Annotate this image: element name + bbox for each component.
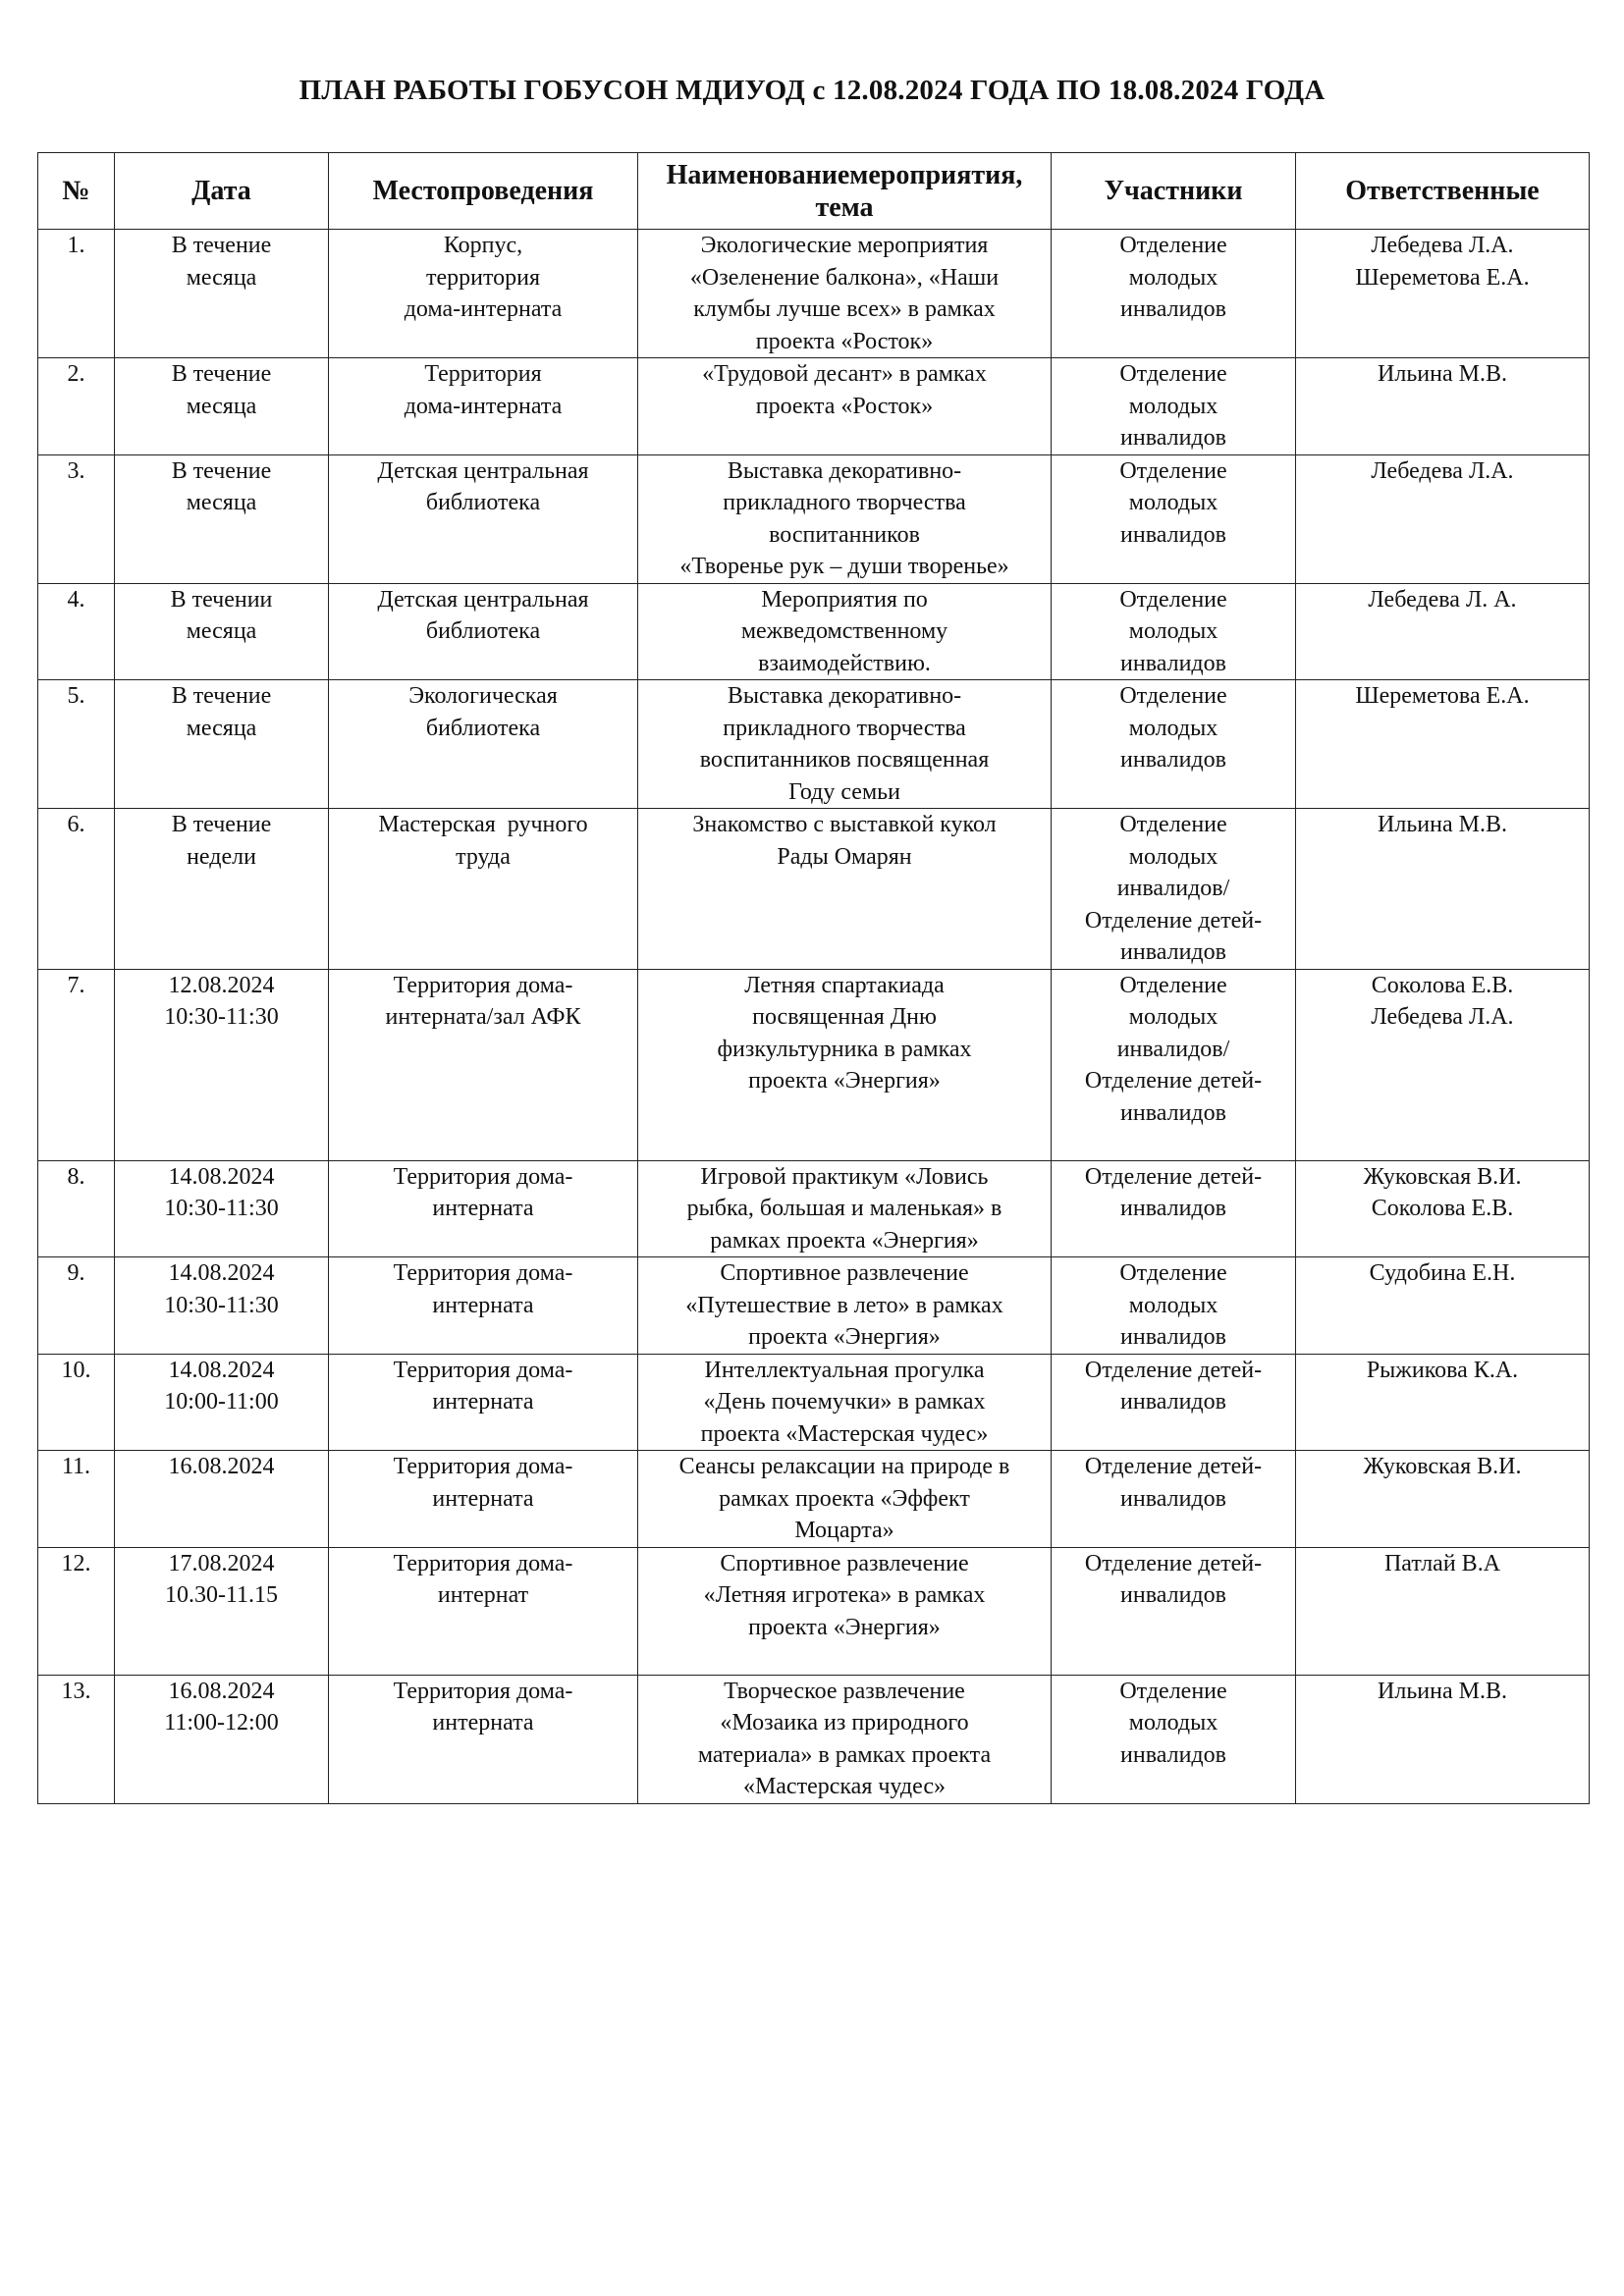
cell-number: 5.	[38, 680, 115, 809]
cell-event: Летняя спартакиада посвященная Дню физкультурника в рамках проекта «Энергия»	[638, 969, 1052, 1160]
cell-participants: Отделение детей- инвалидов	[1052, 1354, 1296, 1451]
cell-participants: Отделение молодых инвалидов	[1052, 680, 1296, 809]
table-row	[38, 1547, 1590, 1675]
cell-number: 4.	[38, 583, 115, 680]
cell-participants: Отделение детей- инвалидов	[1052, 1451, 1296, 1548]
cell-place: Детская центральная библиотека	[329, 583, 638, 680]
cell-place: Экологическая библиотека	[329, 680, 638, 809]
cell-number: 6.	[38, 809, 115, 970]
cell-number: 12.	[38, 1547, 115, 1675]
cell-place: Детская центральная библиотека	[329, 454, 638, 583]
cell-place: Корпус, территория дома-интерната	[329, 230, 638, 358]
cell-event: Выставка декоративно- прикладного творчества воспитанников «Творенье рук – души творенье»	[638, 454, 1052, 583]
page-title: ПЛАН РАБОТЫ ГОБУСОН МДИУОД с 12.08.2024 ГОДА ПО 18.08.2024 ГОДА	[298, 75, 1326, 106]
cell-participants: Отделение молодых инвалидов/ Отделение детей- инвалидов	[1052, 809, 1296, 970]
cell-date: 12.08.2024 10:30-11:30	[115, 969, 329, 1160]
cell-event: Выставка декоративно- прикладного творчества воспитанников посвященная Году семьи	[638, 680, 1052, 809]
table-row	[38, 358, 1590, 455]
table-row	[38, 454, 1590, 583]
cell-responsible: Патлай В.А	[1296, 1547, 1590, 1675]
cell-event: Творческое развлечение «Мозаика из природного материала» в рамках проекта «Мастерская чудес»	[638, 1675, 1052, 1803]
cell-place: Территория дома- интерната	[329, 1354, 638, 1451]
cell-date: В течение месяца	[115, 680, 329, 809]
cell-number: 7.	[38, 969, 115, 1160]
cell-event: Экологические мероприятия «Озеленение балкона», «Наши клумбы лучше всех» в рамках проекта «Росток»	[638, 230, 1052, 358]
header-row	[38, 153, 1590, 230]
table-row	[38, 1160, 1590, 1257]
cell-date: 17.08.2024 10.30-11.15	[115, 1547, 329, 1675]
header-responsible: Ответственные	[1296, 153, 1590, 230]
cell-date: 14.08.2024 10:00-11:00	[115, 1354, 329, 1451]
cell-number: 10.	[38, 1354, 115, 1451]
cell-participants: Отделение детей- инвалидов	[1052, 1547, 1296, 1675]
cell-responsible: Рыжикова К.А.	[1296, 1354, 1590, 1451]
cell-number: 13.	[38, 1675, 115, 1803]
cell-participants: Отделение детей- инвалидов	[1052, 1160, 1296, 1257]
table-row	[38, 230, 1590, 358]
table-row	[38, 680, 1590, 809]
cell-responsible: Судобина Е.Н.	[1296, 1257, 1590, 1355]
cell-date: 14.08.2024 10:30-11:30	[115, 1257, 329, 1355]
cell-event: Спортивное развлечение «Летняя игротека» в рамках проекта «Энергия»	[638, 1547, 1052, 1675]
cell-responsible: Ильина М.В.	[1296, 809, 1590, 970]
cell-event: Мероприятия по межведомственному взаимодействию.	[638, 583, 1052, 680]
table-row	[38, 969, 1590, 1160]
cell-participants: Отделение молодых инвалидов	[1052, 1257, 1296, 1355]
cell-event: Интеллектуальная прогулка «День почемучки» в рамках проекта «Мастерская чудес»	[638, 1354, 1052, 1451]
plan-table	[37, 152, 1590, 1804]
table-row	[38, 1675, 1590, 1803]
cell-number: 2.	[38, 358, 115, 455]
cell-event: Знакомство с выставкой кукол Рады Омарян	[638, 809, 1052, 970]
cell-date: 14.08.2024 10:30-11:30	[115, 1160, 329, 1257]
cell-event: «Трудовой десант» в рамках проекта «Росток»	[638, 358, 1052, 455]
cell-responsible: Лебедева Л.А. Шереметова Е.А.	[1296, 230, 1590, 358]
table-row	[38, 1354, 1590, 1451]
cell-place: Мастерская ручного труда	[329, 809, 638, 970]
header-place: Местопроведения	[329, 153, 638, 230]
cell-responsible: Лебедева Л.А.	[1296, 454, 1590, 583]
table-row	[38, 1451, 1590, 1548]
cell-number: 9.	[38, 1257, 115, 1355]
cell-participants: Отделение молодых инвалидов/ Отделение детей- инвалидов	[1052, 969, 1296, 1160]
cell-event: Сеансы релаксации на природе в рамках проекта «Эффект Моцарта»	[638, 1451, 1052, 1548]
cell-place: Территория дома- интернат	[329, 1547, 638, 1675]
cell-participants: Отделение молодых инвалидов	[1052, 583, 1296, 680]
cell-date: В течении месяца	[115, 583, 329, 680]
cell-participants: Отделение молодых инвалидов	[1052, 454, 1296, 583]
cell-responsible: Шереметова Е.А.	[1296, 680, 1590, 809]
cell-responsible: Жуковская В.И. Соколова Е.В.	[1296, 1160, 1590, 1257]
table-row	[38, 809, 1590, 970]
header-event: Наименованиемероприятия, тема	[638, 153, 1052, 230]
cell-participants: Отделение молодых инвалидов	[1052, 358, 1296, 455]
cell-date: В течение недели	[115, 809, 329, 970]
header-date: Дата	[115, 153, 329, 230]
cell-participants: Отделение молодых инвалидов	[1052, 1675, 1296, 1803]
cell-number: 11.	[38, 1451, 115, 1548]
cell-place: Территория дома- интерната	[329, 1451, 638, 1548]
cell-number: 3.	[38, 454, 115, 583]
cell-participants: Отделение молодых инвалидов	[1052, 230, 1296, 358]
cell-place: Территория дома- интерната	[329, 1675, 638, 1803]
cell-place: Территория дома- интерната/зал АФК	[329, 969, 638, 1160]
cell-date: В течение месяца	[115, 454, 329, 583]
cell-place: Территория дома-интерната	[329, 358, 638, 455]
cell-date: 16.08.2024	[115, 1451, 329, 1548]
table-row	[38, 1257, 1590, 1355]
header-participants: Участники	[1052, 153, 1296, 230]
cell-responsible: Жуковская В.И.	[1296, 1451, 1590, 1548]
header-number: №	[38, 153, 115, 230]
cell-responsible: Ильина М.В.	[1296, 358, 1590, 455]
cell-date: 16.08.2024 11:00-12:00	[115, 1675, 329, 1803]
cell-place: Территория дома- интерната	[329, 1160, 638, 1257]
cell-responsible: Лебедева Л. А.	[1296, 583, 1590, 680]
cell-responsible: Ильина М.В.	[1296, 1675, 1590, 1803]
cell-event: Игровой практикум «Ловись рыбка, большая и маленькая» в рамках проекта «Энергия»	[638, 1160, 1052, 1257]
cell-event: Спортивное развлечение «Путешествие в лето» в рамках проекта «Энергия»	[638, 1257, 1052, 1355]
table-row	[38, 583, 1590, 680]
cell-date: В течение месяца	[115, 358, 329, 455]
cell-number: 8.	[38, 1160, 115, 1257]
cell-date: В течение месяца	[115, 230, 329, 358]
cell-responsible: Соколова Е.В. Лебедева Л.А.	[1296, 969, 1590, 1160]
cell-number: 1.	[38, 230, 115, 358]
cell-place: Территория дома- интерната	[329, 1257, 638, 1355]
